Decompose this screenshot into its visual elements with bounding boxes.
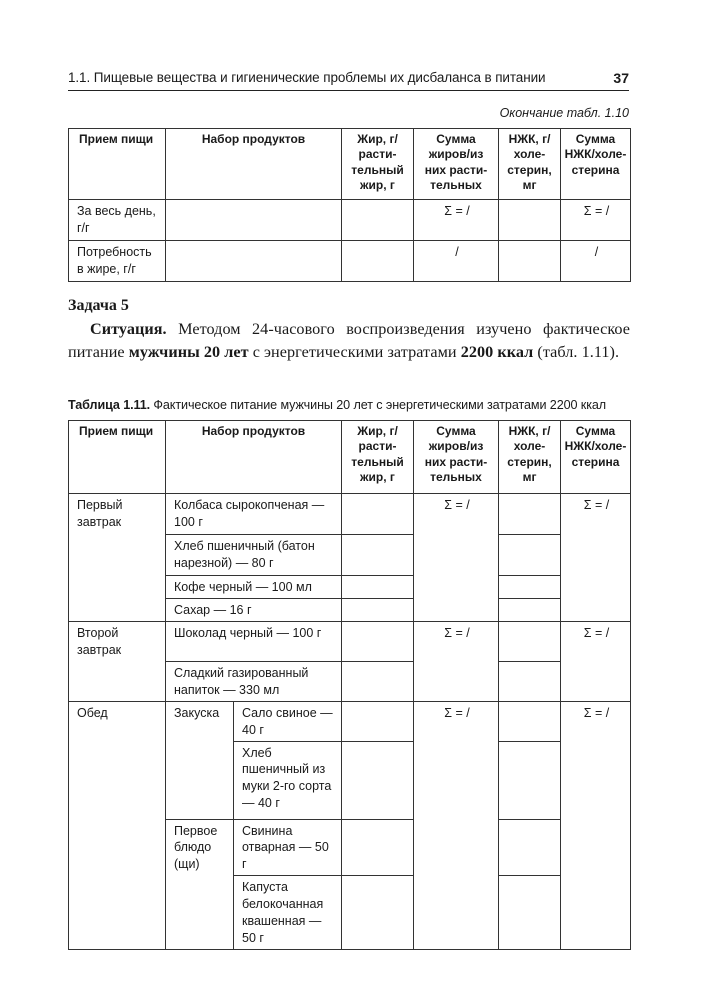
product-cell: Сахар — 16 г: [166, 598, 342, 621]
empty-cell: [499, 241, 561, 282]
task-text-part: Методом 24-часового воспроизведения изучено фактическое питание: [68, 320, 630, 361]
empty-cell: [342, 741, 414, 819]
product-cell: Хлеб пшеничный из муки 2-го сорта — 40 г: [234, 741, 342, 819]
empty-cell: [499, 535, 561, 576]
header-meal: Прием пищи: [69, 129, 166, 200]
empty-cell: [342, 241, 414, 282]
dish-group-cell: Первое блюдо (щи): [166, 819, 234, 949]
empty-cell: [499, 701, 561, 741]
table-1-11: [68, 420, 631, 950]
empty-cell: [342, 494, 414, 535]
meal-cell: Второй завтрак: [69, 621, 166, 701]
header-meal: Прием пищи: [69, 421, 166, 494]
table-header-row: [69, 129, 631, 200]
task-situation-text: [68, 318, 630, 363]
header-sum-nzhk: Сумма НЖК/холе-стерина: [561, 129, 631, 200]
empty-cell: [342, 661, 414, 701]
situation-label: Ситуация.: [90, 320, 167, 338]
product-cell: Сало свиное — 40 г: [234, 701, 342, 741]
empty-cell: [499, 661, 561, 701]
header-products: Набор продуктов: [166, 421, 342, 494]
table-1-10-end: [68, 128, 631, 282]
meal-cell: За весь день, г/г: [69, 200, 166, 241]
page-number: 37: [613, 70, 629, 86]
empty-cell: [342, 876, 414, 950]
product-cell: Кофе черный — 100 мл: [166, 576, 342, 599]
table-continuation-caption: Окончание табл. 1.10: [499, 106, 629, 120]
task-bold-energy: 2200 ккал: [460, 342, 534, 361]
caption-text: Фактическое питание мужчины 20 лет с энергетическими затратами 2200 ккал: [150, 398, 607, 412]
empty-cell: [342, 598, 414, 621]
product-cell: Свинина отварная — 50 г: [234, 819, 342, 876]
header-nzhk: НЖК, г/холе-стерин, мг: [499, 129, 561, 200]
sum-nzhk-cell: Σ = /: [561, 701, 631, 949]
chapter-title: 1.1. Пищевые вещества и гигиенические проблемы их дисбаланса в питании: [68, 70, 546, 85]
table-row: [69, 621, 631, 661]
product-cell: Хлеб пшеничный (батон нарезной) — 80 г: [166, 535, 342, 576]
header-fat: Жир, г/расти-тельный жир, г: [342, 421, 414, 494]
header-sum-fat: Сумма жиров/из них расти-тельных: [414, 129, 499, 200]
running-header: [68, 70, 629, 91]
table-1-11-caption: [68, 398, 638, 412]
empty-cell: [499, 200, 561, 241]
product-cell: Колбаса сырокопченая — 100 г: [166, 494, 342, 535]
header-sum-fat: Сумма жиров/из них расти-тельных: [414, 421, 499, 494]
meal-cell: Обед: [69, 701, 166, 949]
table-row: [69, 701, 631, 741]
meal-cell: Первый завтрак: [69, 494, 166, 622]
table-row: [69, 241, 631, 282]
task-title: Задача 5: [68, 297, 129, 314]
empty-cell: [499, 621, 561, 661]
header-sum-nzhk: Сумма НЖК/холе-стерина: [561, 421, 631, 494]
sum-fat-cell: Σ = /: [414, 621, 499, 701]
dish-group-cell: Закуска: [166, 701, 234, 819]
empty-cell: [342, 535, 414, 576]
sum-fat-cell: Σ = /: [414, 494, 499, 622]
task-text-part: (табл. 1.11).: [533, 342, 620, 361]
sum-nzhk-cell: Σ = /: [561, 200, 631, 241]
caption-label: Таблица 1.11.: [68, 398, 151, 412]
sum-fat-cell: /: [414, 241, 499, 282]
sum-nzhk-cell: Σ = /: [561, 621, 631, 701]
empty-cell: [166, 241, 342, 282]
meal-cell: Потребность в жире, г/г: [69, 241, 166, 282]
empty-cell: [499, 494, 561, 535]
task-text-part: с энергетическими затратами: [248, 342, 461, 361]
header-products: Набор продуктов: [166, 129, 342, 200]
sum-fat-cell: Σ = /: [414, 701, 499, 949]
sum-nzhk-cell: Σ = /: [561, 494, 631, 622]
empty-cell: [499, 819, 561, 876]
empty-cell: [342, 701, 414, 741]
empty-cell: [342, 819, 414, 876]
empty-cell: [342, 200, 414, 241]
product-cell: Сладкий газированный напиток — 330 мл: [166, 661, 342, 701]
empty-cell: [166, 200, 342, 241]
sum-nzhk-cell: /: [561, 241, 631, 282]
sum-fat-cell: Σ = /: [414, 200, 499, 241]
header-nzhk: НЖК, г/холе-стерин, мг: [499, 421, 561, 494]
header-fat: Жир, г/расти-тельный жир, г: [342, 129, 414, 200]
table-row: [69, 200, 631, 241]
empty-cell: [499, 576, 561, 599]
empty-cell: [499, 876, 561, 950]
empty-cell: [499, 598, 561, 621]
task-bold-subject: мужчины 20 лет: [128, 342, 249, 361]
product-cell: Капуста белокочанная квашенная — 50 г: [234, 876, 342, 950]
empty-cell: [342, 576, 414, 599]
product-cell: Шоколад черный — 100 г: [166, 621, 342, 661]
empty-cell: [499, 741, 561, 819]
empty-cell: [342, 621, 414, 661]
table-row: [69, 494, 631, 535]
table-header-row: [69, 421, 631, 494]
